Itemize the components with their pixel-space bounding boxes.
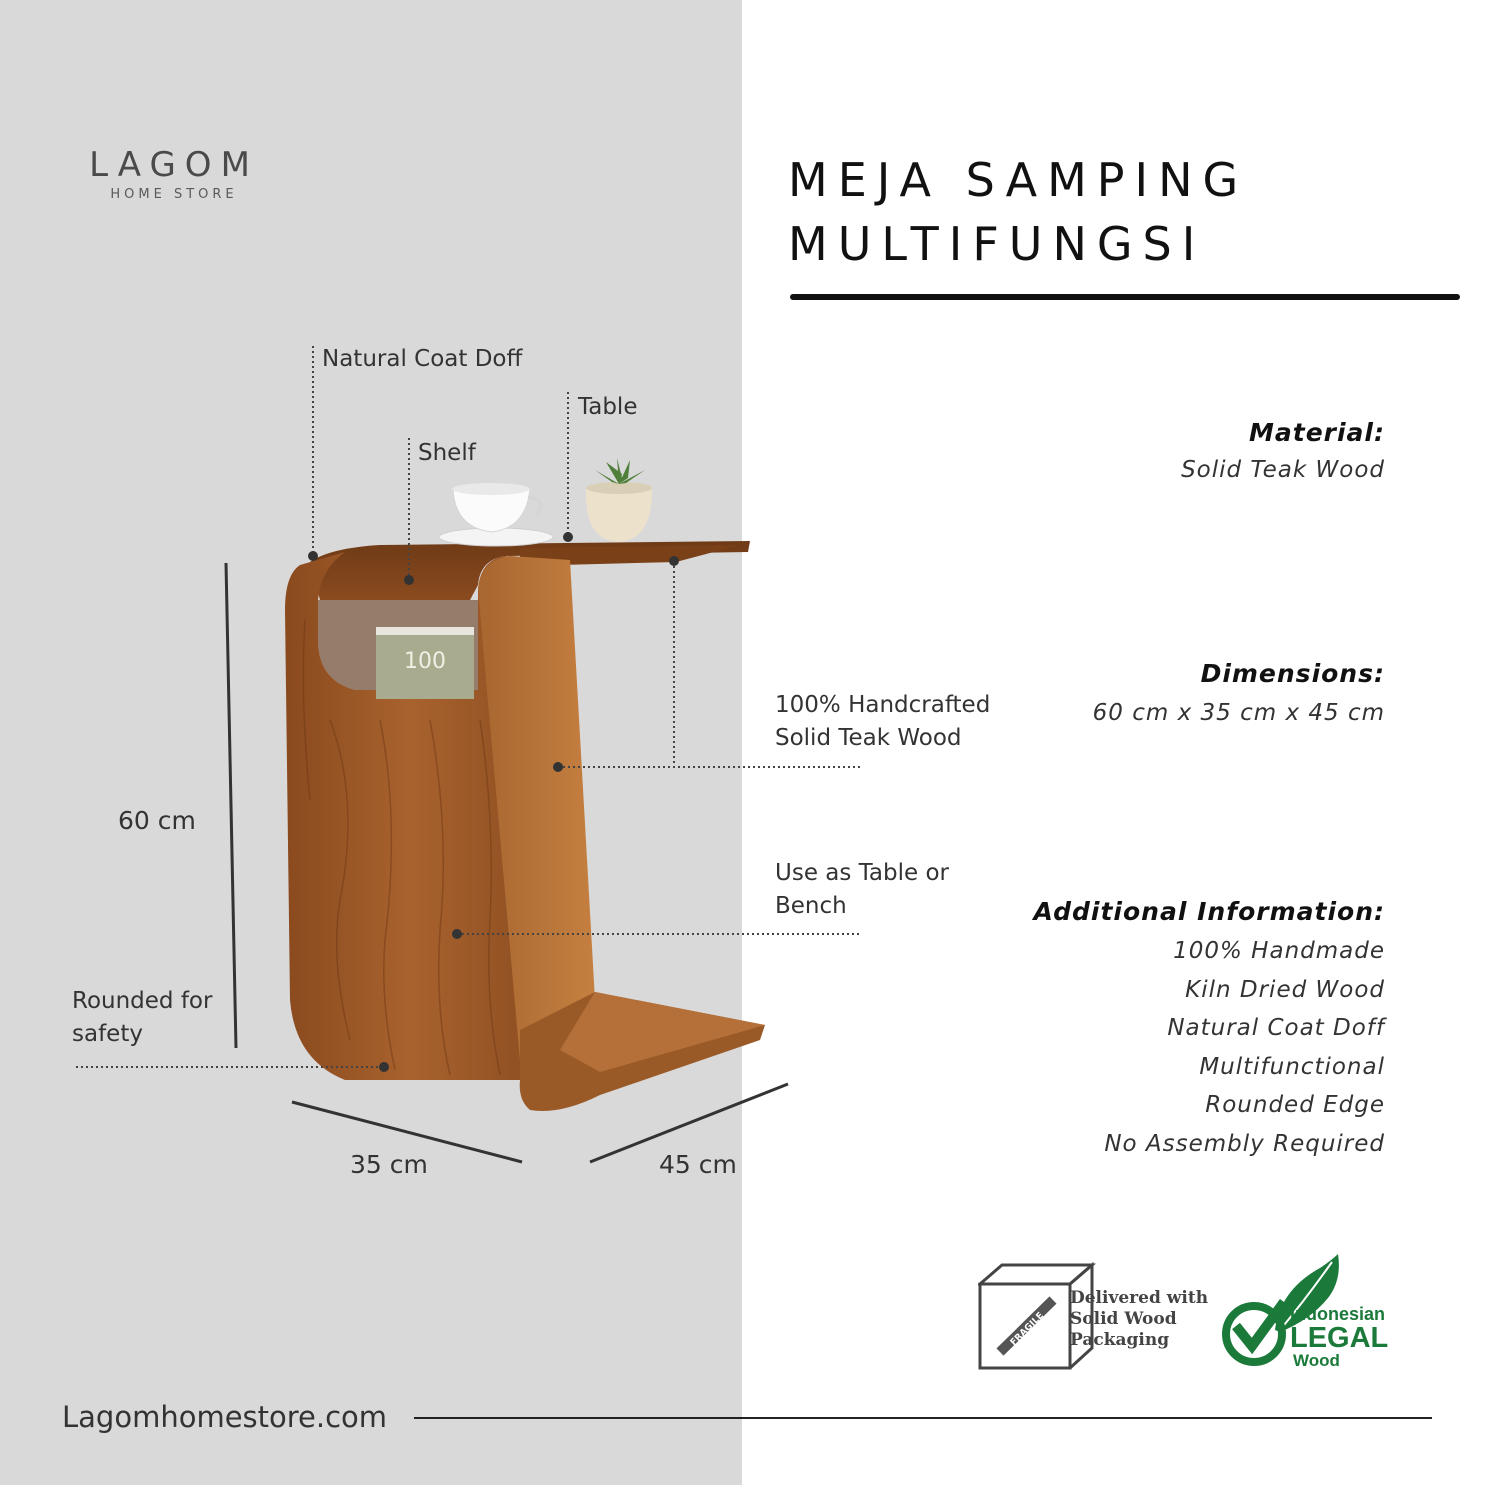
material-value: Solid Teak Wood (1181, 457, 1385, 483)
website-link[interactable]: Lagomhomestore.com (62, 1400, 388, 1434)
callout-rounded-line-1: Rounded for (72, 988, 213, 1014)
additional-item: No Assembly Required (1104, 1130, 1385, 1157)
footer-divider (414, 1417, 1432, 1419)
spec-dimensions (1093, 659, 1385, 733)
dimension-height-label: 60 cm (118, 806, 196, 835)
packaging-box-text: FRAGILE (1008, 1310, 1047, 1349)
svg-text:100: 100 (404, 649, 446, 674)
callout-use-line-2: Bench (775, 893, 847, 919)
legal-line-2: LEGAL (1290, 1322, 1389, 1354)
callout-handcrafted-line-1: 100% Handcrafted (775, 692, 991, 718)
packaging-line-1: Delivered with (1070, 1288, 1209, 1308)
height-dimension-line (226, 563, 236, 1048)
callout-handcrafted (775, 689, 990, 755)
cup-icon (439, 483, 553, 546)
callout-use-line-1: Use as Table or (775, 860, 949, 886)
title-line-1: MEJA SAMPING (788, 153, 1249, 207)
additional-item: Natural Coat Doff (1167, 1015, 1385, 1041)
plant-pot-icon (586, 458, 652, 542)
dimensions-value: 60 cm x 35 cm x 45 cm (1092, 700, 1385, 726)
additional-item: Kiln Dried Wood (1185, 976, 1385, 1003)
additional-heading: Additional Information: (1033, 897, 1385, 926)
spec-material (1181, 418, 1385, 490)
title-line-2: MULTIFUNGSI (788, 217, 1206, 271)
book-icon (376, 627, 474, 699)
page-title (788, 148, 1248, 276)
packaging-line-2: Solid Wood (1070, 1309, 1177, 1329)
callout-rounded-line-2: safety (72, 1021, 143, 1047)
brand-name: LAGOM (89, 145, 259, 185)
dimensions-heading: Dimensions: (1200, 659, 1385, 688)
callout-table: Table (578, 394, 638, 420)
additional-item: 100% Handmade (1173, 938, 1385, 964)
callout-rounded (72, 985, 212, 1051)
callout-coat: Natural Coat Doff (322, 346, 523, 372)
material-heading: Material: (1249, 418, 1385, 447)
dimension-depth-label: 35 cm (350, 1150, 428, 1179)
title-divider (790, 294, 1460, 300)
legal-line-3: Wood (1293, 1351, 1340, 1370)
packaging-badge-text (1070, 1288, 1208, 1351)
spec-additional (1034, 897, 1385, 1163)
packaging-line-3: Packaging (1070, 1330, 1170, 1350)
brand-logo (84, 145, 264, 202)
callout-shelf: Shelf (418, 440, 476, 466)
callout-use (775, 857, 949, 923)
callout-handcrafted-line-2: Solid Teak Wood (775, 725, 962, 751)
additional-item: Rounded Edge (1205, 1092, 1385, 1118)
legal-line-1: Indonesian (1290, 1304, 1386, 1324)
brand-subtitle: HOME STORE (110, 187, 238, 202)
dimension-width-label: 45 cm (659, 1150, 737, 1179)
additional-item: Multifunctional (1199, 1053, 1385, 1080)
